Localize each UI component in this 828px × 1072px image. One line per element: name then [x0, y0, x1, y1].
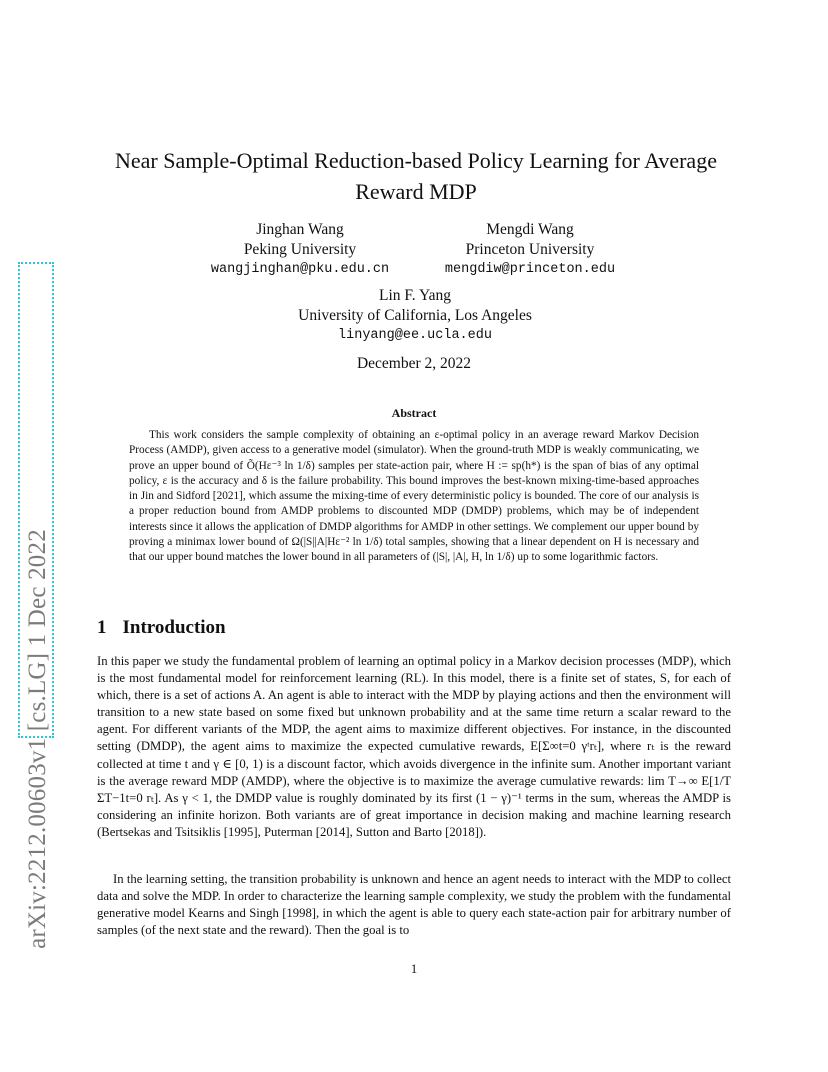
- arxiv-identifier[interactable]: arXiv:2212.00603v1 [cs.LG] 1 Dec 2022: [24, 529, 51, 949]
- author-block: [200, 220, 400, 280]
- section-number: 1: [97, 617, 107, 638]
- author-name: Lin F. Yang: [379, 287, 451, 304]
- author-affiliation: Peking University: [243, 241, 357, 258]
- author-block: [270, 286, 560, 346]
- author-block: [430, 220, 630, 280]
- author-email[interactable]: linyang@ee.ucla.edu: [338, 328, 492, 343]
- abstract-heading: Abstract: [391, 406, 437, 420]
- author-affiliation: University of California, Los Angeles: [298, 307, 532, 324]
- paper-date: December 2, 2022: [356, 355, 472, 372]
- author-name: Mengdi Wang: [486, 221, 574, 238]
- body-paragraph: In the learning setting, the transition probability is unknown and hence an agent needs to interact with the MDP to collect data and solve the MDP. In order to characterize the learning sample complexity, we study the problem with the fundamental generative model Kearns and Singh [1998], in which the agent is able to query each state-action pair for arbitrary number of samples (of the next state and the reward). Then the goal is to: [97, 872, 731, 938]
- arxiv-stamp: [18, 262, 54, 949]
- author-email[interactable]: mengdiw@princeton.edu: [444, 262, 616, 277]
- author-affiliation: Princeton University: [465, 241, 595, 258]
- author-email[interactable]: wangjinghan@pku.edu.cn: [210, 262, 390, 277]
- author-name: Jinghan Wang: [256, 221, 344, 238]
- section-title: Introduction: [122, 617, 226, 638]
- section-heading: [97, 617, 226, 639]
- abstract-text: This work considers the sample complexity of obtaining an ε-optimal policy in an average reward Markov Decision Process (AMDP), given access to a generative model (simulator). When the ground-truth MDP is weakly communicating, we prove an upper bound of Õ(Hε⁻³ ln 1/δ) samples per state-action pair, where H := sp(h*) is the span of bias of any optimal policy, ε is the accuracy and δ is the failure probability. This bound improves the best-known mixing-time-based approaches in Jin and Sidford [2021], which assume the mixing-time of every deterministic policy is bounded. The core of our analysis is a proper reduction bound from AMDP problems to discounted MDP (DMDP) problems, which may be of independent interests since it allows the application of DMDP algorithms for AMDP in other settings. We complement our upper bound by proving a minimax lower bound of Ω(|S||A|Hε⁻² ln 1/δ) total samples, showing that a linear dependent on H is necessary and that our upper bound matches the lower bound in all parameters of (|S|, |A|, H, ln 1/δ) up to some logarithmic factors.: [129, 429, 699, 564]
- page-number: 1: [410, 962, 418, 976]
- paper-title: Near Sample-Optimal Reduction-based Policy Learning for Average Reward MDP: [115, 148, 717, 204]
- body-paragraph: In this paper we study the fundamental problem of learning an optimal policy in a Markov decision processes (MDP), which is the most fundamental model for reinforcement learning (RL). In this model, there is a finite set of states, S, for each of which, there is a set of actions A. An agent is able to interact with the MDP by playing actions and then the environment will transition to a new state based on some fixed but unknown probability and at the same time return a scalar reward to the agent. For different variants of the MDP, the agent aims to maximize different objectives. For instance, in the discounted setting (DMDP), the agent aims to maximize the expected cumulative rewards, E[Σ∞t=0 γᵗrₜ], where rₜ is the reward collected at time t and γ ∈ [0, 1) is a discount factor, which avoids divergence in the infinite sum. Another important variant is the average reward MDP (AMDP), where the objective is to maximize the average cumulative rewards: lim T→∞ E[1/T ΣT−1t=0 rₜ]. As γ < 1, the DMDP value is roughly dominated by its first (1 − γ)⁻¹ terms in the sum, whereas the AMDP is considering an infinite horizon. Both variants are of great importance in decision making and machine learning research (Bertsekas and Tsitsiklis [1995], Puterman [2014], Sutton and Barto [2018]).: [97, 654, 731, 839]
